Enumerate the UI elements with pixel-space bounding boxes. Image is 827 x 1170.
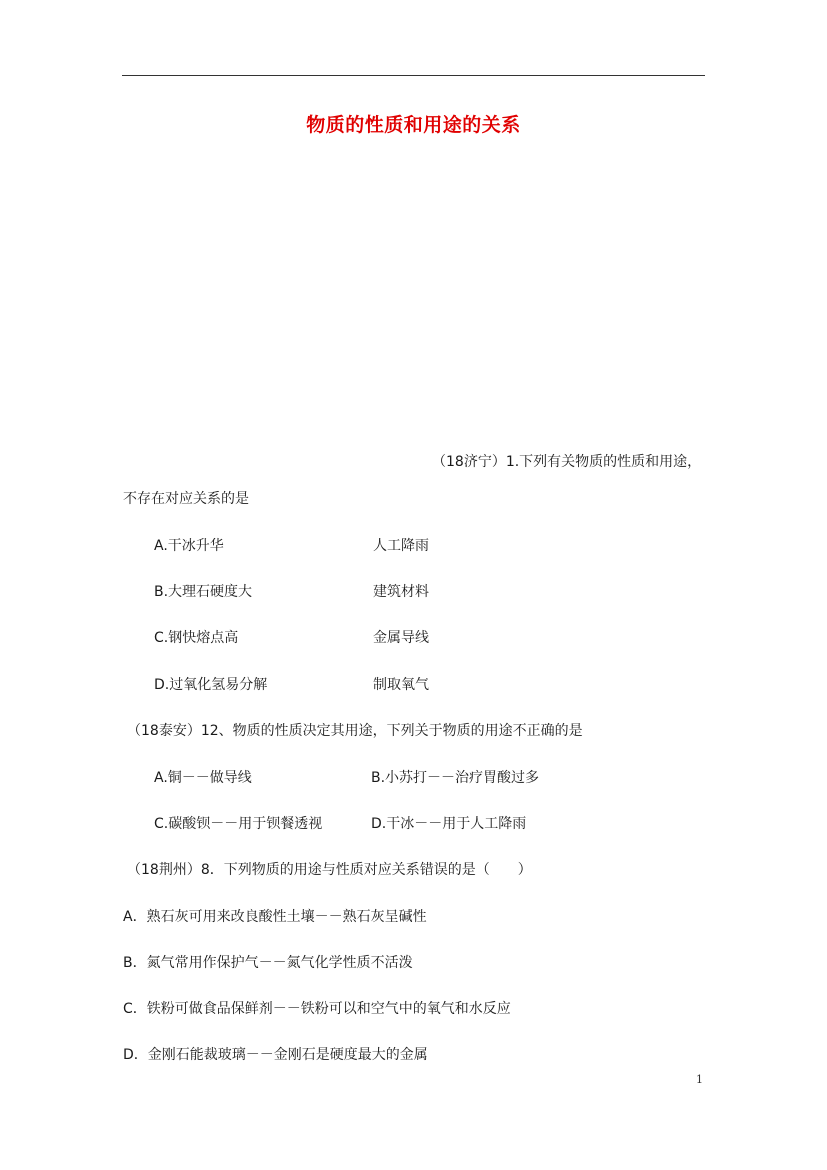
q1-option-a-right: 人工降雨 (373, 538, 429, 554)
q2-heading: （18泰安）12、物质的性质决定其用途，下列关于物质的用途不正确的是 (127, 723, 583, 739)
q3-option-d: D．金刚石能裁玻璃－－金刚石是硬度最大的金属 (123, 1047, 428, 1063)
q1-option-d-right: 制取氧气 (373, 677, 429, 693)
q2-option-c: C.碳酸钡－－用于钡餐透视 (154, 816, 323, 832)
q1-option-b-left: B.大理石硬度大 (154, 584, 253, 600)
q1-option-a-left: A.干冰升华 (154, 538, 224, 554)
q1-heading-cont: 不存在对应关系的是 (123, 491, 249, 507)
q3-option-c: C．铁粉可做食品保鲜剂－－铁粉可以和空气中的氧气和水反应 (123, 1001, 511, 1017)
document-title: 物质的性质和用途的关系 (306, 114, 521, 136)
q2-option-d: D.干冰－－用于人工降雨 (371, 816, 527, 832)
q3-heading: （18荆州）8．下列物质的用途与性质对应关系错误的是（ ） (127, 862, 532, 878)
q3-option-a: A．熟石灰可用来改良酸性土壤－－熟石灰呈碱性 (123, 909, 427, 925)
page-number: 1 (696, 1073, 703, 1086)
q1-option-d-left: D.过氧化氢易分解 (154, 677, 268, 693)
q1-option-b-right: 建筑材料 (373, 584, 429, 600)
q1-option-c-left: C.钢快熔点高 (154, 630, 239, 646)
q2-option-b: B.小苏打－－治疗胃酸过多 (371, 770, 540, 786)
q2-option-a: A.铜－－做导线 (154, 770, 252, 786)
q3-option-b: B．氮气常用作保护气－－氮气化学性质不活泼 (123, 955, 413, 971)
q1-heading: （18济宁）1.下列有关物质的性质和用途， (432, 454, 702, 470)
q1-option-c-right: 金属导线 (373, 630, 429, 646)
header-rule (122, 75, 705, 76)
